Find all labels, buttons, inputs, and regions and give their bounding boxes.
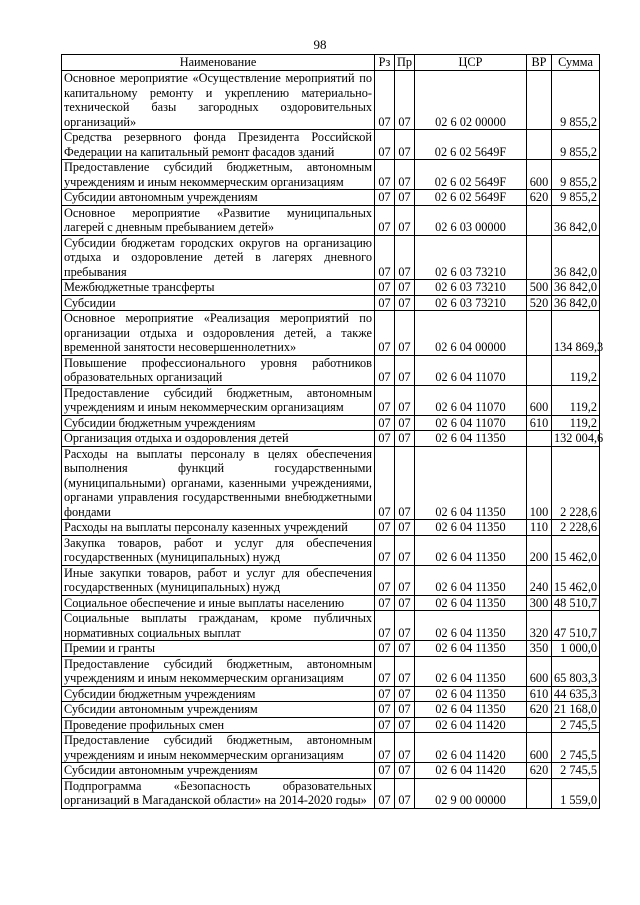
- row-rz: 07: [375, 431, 395, 447]
- row-sum: 1 559,0: [552, 778, 600, 808]
- table-header-row: [62, 55, 600, 71]
- row-sum: 119,2: [552, 355, 600, 385]
- row-vr: 610: [527, 415, 552, 431]
- row-pr: 07: [395, 190, 415, 206]
- budget-table: [61, 54, 604, 809]
- row-csr: 02 6 04 11070: [415, 385, 527, 415]
- row-csr: 02 6 02 5649F: [415, 190, 527, 206]
- row-vr: 600: [527, 160, 552, 190]
- table-row: [62, 686, 600, 702]
- row-pr: 07: [395, 717, 415, 733]
- row-name: Закупка товаров, работ и услуг для обеспечения государственных (муниципальных) нужд: [62, 535, 375, 565]
- row-vr: [527, 778, 552, 808]
- row-pr: 07: [395, 778, 415, 808]
- row-name: Субсидии автономным учреждениям: [62, 190, 375, 206]
- row-csr: 02 6 04 11420: [415, 763, 527, 779]
- row-name: Расходы на выплаты персоналу казенных учреждений: [62, 520, 375, 536]
- row-csr: 02 6 04 11350: [415, 656, 527, 686]
- row-pr: 07: [395, 205, 415, 235]
- row-rz: 07: [375, 656, 395, 686]
- row-rz: 07: [375, 415, 395, 431]
- row-rz: 07: [375, 778, 395, 808]
- header-sum: Сумма: [552, 55, 600, 71]
- row-rz: 07: [375, 130, 395, 160]
- row-rz: 07: [375, 641, 395, 657]
- table-row: [62, 280, 600, 296]
- row-pr: 07: [395, 71, 415, 130]
- row-pr: 07: [395, 355, 415, 385]
- row-name: Субсидии: [62, 295, 375, 311]
- table-row: [62, 311, 600, 356]
- row-vr: 610: [527, 686, 552, 702]
- row-name: Социальное обеспечение и иные выплаты населению: [62, 595, 375, 611]
- row-sum: 1 000,0: [552, 641, 600, 657]
- row-sum: 9 855,2: [552, 71, 600, 130]
- row-csr: 02 6 04 11350: [415, 702, 527, 718]
- row-vr: [527, 71, 552, 130]
- row-csr: 02 6 04 11350: [415, 686, 527, 702]
- table-row: [62, 415, 600, 431]
- row-csr: 02 6 03 00000: [415, 205, 527, 235]
- row-vr: 520: [527, 295, 552, 311]
- row-sum: 36 842,0: [552, 205, 600, 235]
- row-rz: 07: [375, 311, 395, 356]
- row-rz: 07: [375, 595, 395, 611]
- row-pr: 07: [395, 311, 415, 356]
- row-name: Предоставление субсидий бюджетным, автономным учреждениям и иным некоммерческим организациям: [62, 733, 375, 763]
- row-pr: 07: [395, 280, 415, 296]
- row-vr: [527, 205, 552, 235]
- table-row: [62, 611, 600, 641]
- row-sum: 65 803,3: [552, 656, 600, 686]
- row-name: Проведение профильных смен: [62, 717, 375, 733]
- row-csr: 02 9 00 00000: [415, 778, 527, 808]
- row-pr: 07: [395, 565, 415, 595]
- row-csr: 02 6 04 11420: [415, 717, 527, 733]
- table-row: [62, 295, 600, 311]
- row-name: Подпрограмма «Безопасность образовательных организаций в Магаданской области» на 2014-2020 годы»: [62, 778, 375, 808]
- table-row: [62, 717, 600, 733]
- row-rz: 07: [375, 280, 395, 296]
- row-pr: 07: [395, 160, 415, 190]
- header-csr: ЦСР: [415, 55, 527, 71]
- row-sum: 15 462,0: [552, 565, 600, 595]
- row-csr: 02 6 04 11350: [415, 535, 527, 565]
- row-pr: 07: [395, 385, 415, 415]
- row-rz: 07: [375, 205, 395, 235]
- row-name: Межбюджетные трансферты: [62, 280, 375, 296]
- row-csr: 02 6 04 00000: [415, 311, 527, 356]
- row-rz: 07: [375, 160, 395, 190]
- row-sum: 36 842,0: [552, 235, 600, 280]
- row-sum: 2 228,6: [552, 446, 600, 520]
- row-pr: 07: [395, 431, 415, 447]
- row-name: Субсидии автономным учреждениям: [62, 702, 375, 718]
- row-vr: 620: [527, 190, 552, 206]
- table-row: [62, 71, 600, 130]
- row-pr: 07: [395, 733, 415, 763]
- row-sum: 119,2: [552, 385, 600, 415]
- row-vr: [527, 311, 552, 356]
- row-pr: 07: [395, 520, 415, 536]
- row-csr: 02 6 03 73210: [415, 280, 527, 296]
- row-pr: 07: [395, 415, 415, 431]
- row-rz: 07: [375, 446, 395, 520]
- row-pr: 07: [395, 763, 415, 779]
- table-row: [62, 641, 600, 657]
- row-sum: 119,2: [552, 415, 600, 431]
- row-sum: 9 855,2: [552, 160, 600, 190]
- header-name: Наименование: [62, 55, 375, 71]
- row-csr: 02 6 03 73210: [415, 295, 527, 311]
- row-vr: 620: [527, 763, 552, 779]
- row-csr: 02 6 04 11350: [415, 595, 527, 611]
- row-vr: [527, 130, 552, 160]
- row-name: Субсидии бюджетам городских округов на организацию отдыха и оздоровление детей в лагерях дневного пребывания: [62, 235, 375, 280]
- row-vr: 300: [527, 595, 552, 611]
- row-csr: 02 6 02 5649F: [415, 160, 527, 190]
- row-name: Предоставление субсидий бюджетным, автономным учреждениям и иным некоммерческим организациям: [62, 656, 375, 686]
- row-rz: 07: [375, 763, 395, 779]
- row-vr: [527, 355, 552, 385]
- row-rz: 07: [375, 702, 395, 718]
- row-sum: 2 745,5: [552, 763, 600, 779]
- row-rz: 07: [375, 190, 395, 206]
- row-csr: 02 6 04 11350: [415, 641, 527, 657]
- row-csr: 02 6 04 11350: [415, 431, 527, 447]
- row-pr: 07: [395, 611, 415, 641]
- row-csr: 02 6 02 5649F: [415, 130, 527, 160]
- row-sum: 9 855,2: [552, 130, 600, 160]
- row-rz: 07: [375, 686, 395, 702]
- row-vr: 600: [527, 385, 552, 415]
- row-rz: 07: [375, 717, 395, 733]
- row-sum: 2 228,6: [552, 520, 600, 536]
- row-csr: 02 6 04 11350: [415, 565, 527, 595]
- row-pr: 07: [395, 446, 415, 520]
- table-row: [62, 160, 600, 190]
- row-vr: 200: [527, 535, 552, 565]
- table-row: [62, 778, 600, 808]
- row-pr: 07: [395, 656, 415, 686]
- row-sum: 134 869,3: [552, 311, 600, 356]
- row-rz: 07: [375, 355, 395, 385]
- row-name: Основное мероприятие «Развитие муниципальных лагерей с дневным пребыванием детей»: [62, 205, 375, 235]
- row-csr: 02 6 04 11420: [415, 733, 527, 763]
- row-rz: 07: [375, 295, 395, 311]
- row-pr: 07: [395, 295, 415, 311]
- row-name: Предоставление субсидий бюджетным, автономным учреждениям и иным некоммерческим организациям: [62, 385, 375, 415]
- table-row: [62, 355, 600, 385]
- row-sum: 48 510,7: [552, 595, 600, 611]
- row-vr: 600: [527, 733, 552, 763]
- row-sum: 132 004,6: [552, 431, 600, 447]
- row-name: Основное мероприятие «Осуществление мероприятий по капитальному ремонту и укреплению материально-технической базы загородных оздоровительных организаций»: [62, 71, 375, 130]
- row-rz: 07: [375, 565, 395, 595]
- row-sum: 15 462,0: [552, 535, 600, 565]
- row-name: Премии и гранты: [62, 641, 375, 657]
- row-csr: 02 6 04 11350: [415, 520, 527, 536]
- row-vr: [527, 431, 552, 447]
- row-rz: 07: [375, 385, 395, 415]
- table-row: [62, 205, 600, 235]
- row-name: Субсидии автономным учреждениям: [62, 763, 375, 779]
- table-row: [62, 656, 600, 686]
- row-rz: 07: [375, 520, 395, 536]
- row-name: Субсидии бюджетным учреждениям: [62, 415, 375, 431]
- row-sum: 36 842,0: [552, 295, 600, 311]
- row-pr: 07: [395, 702, 415, 718]
- row-name: Повышение профессионального уровня работников образовательных организаций: [62, 355, 375, 385]
- table-row: [62, 446, 600, 520]
- table-row: [62, 565, 600, 595]
- table-row: [62, 520, 600, 536]
- row-rz: 07: [375, 71, 395, 130]
- row-rz: 07: [375, 733, 395, 763]
- row-pr: 07: [395, 686, 415, 702]
- row-csr: 02 6 02 00000: [415, 71, 527, 130]
- row-pr: 07: [395, 130, 415, 160]
- row-pr: 07: [395, 535, 415, 565]
- row-vr: 620: [527, 702, 552, 718]
- table-row: [62, 595, 600, 611]
- row-vr: [527, 717, 552, 733]
- row-vr: 350: [527, 641, 552, 657]
- row-pr: 07: [395, 595, 415, 611]
- row-name: Социальные выплаты гражданам, кроме публичных нормативных социальных выплат: [62, 611, 375, 641]
- row-csr: 02 6 04 11350: [415, 611, 527, 641]
- row-sum: 2 745,5: [552, 733, 600, 763]
- row-name: Основное мероприятие «Реализация мероприятий по организации отдыха и оздоровления детей, а также временной занятости несовершеннолетних»: [62, 311, 375, 356]
- row-rz: 07: [375, 235, 395, 280]
- row-sum: 21 168,0: [552, 702, 600, 718]
- table-row: [62, 535, 600, 565]
- table-row: [62, 733, 600, 763]
- row-sum: 47 510,7: [552, 611, 600, 641]
- row-rz: 07: [375, 535, 395, 565]
- header-vr: ВР: [527, 55, 552, 71]
- row-name: Иные закупки товаров, работ и услуг для обеспечения государственных (муниципальных) нужд: [62, 565, 375, 595]
- row-csr: 02 6 04 11070: [415, 355, 527, 385]
- row-vr: 320: [527, 611, 552, 641]
- page-number: 98: [313, 37, 327, 52]
- table-row: [62, 763, 600, 779]
- table-row: [62, 431, 600, 447]
- row-sum: 36 842,0: [552, 280, 600, 296]
- row-pr: 07: [395, 235, 415, 280]
- table-row: [62, 385, 600, 415]
- table-row: [62, 235, 600, 280]
- row-csr: 02 6 03 73210: [415, 235, 527, 280]
- row-name: Субсидии бюджетным учреждениям: [62, 686, 375, 702]
- row-csr: 02 6 04 11070: [415, 415, 527, 431]
- row-pr: 07: [395, 641, 415, 657]
- row-sum: 2 745,5: [552, 717, 600, 733]
- table-row: [62, 190, 600, 206]
- table-row: [62, 702, 600, 718]
- table-row: [62, 130, 600, 160]
- row-name: Средства резервного фонда Президента Российской Федерации на капитальный ремонт фасадов зданий: [62, 130, 375, 160]
- row-name: Расходы на выплаты персоналу в целях обеспечения выполнения функций государственными (муниципальными) органами, казенными учреждениями, органами управления государственными внебюджетными фондами: [62, 446, 375, 520]
- header-pr: Пр: [395, 55, 415, 71]
- row-name: Организация отдыха и оздоровления детей: [62, 431, 375, 447]
- row-vr: 500: [527, 280, 552, 296]
- row-rz: 07: [375, 611, 395, 641]
- row-sum: 44 635,3: [552, 686, 600, 702]
- row-vr: 240: [527, 565, 552, 595]
- row-name: Предоставление субсидий бюджетным, автономным учреждениям и иным некоммерческим организациям: [62, 160, 375, 190]
- row-sum: 9 855,2: [552, 190, 600, 206]
- row-vr: 600: [527, 656, 552, 686]
- header-rz: Рз: [375, 55, 395, 71]
- row-vr: 110: [527, 520, 552, 536]
- row-vr: 100: [527, 446, 552, 520]
- row-csr: 02 6 04 11350: [415, 446, 527, 520]
- row-vr: [527, 235, 552, 280]
